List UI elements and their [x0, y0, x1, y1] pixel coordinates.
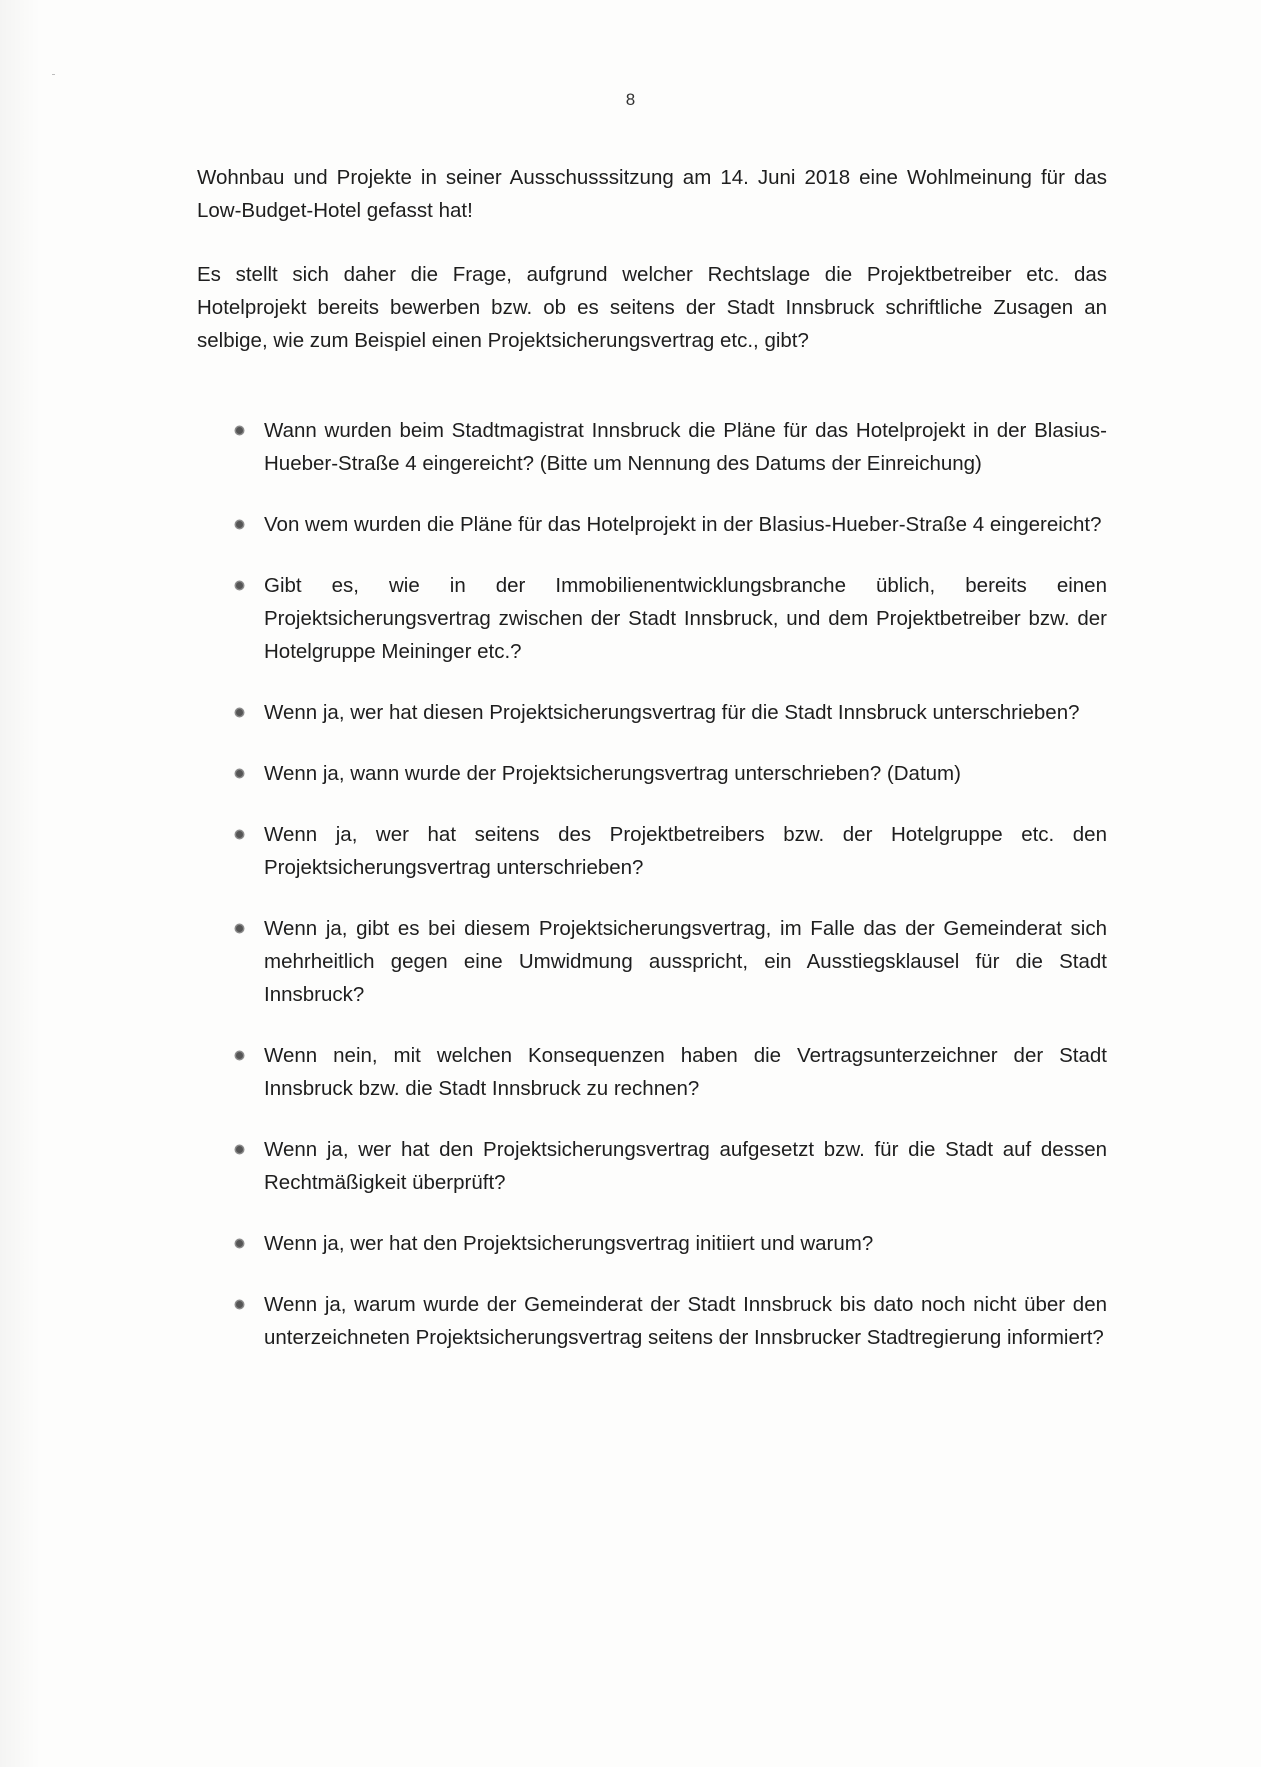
question-text: Wenn ja, warum wurde der Gemeinderat der Stadt Innsbruck bis dato noch nicht über den unterzeichneten Projektsicherungsvertrag seitens der Innsbrucker Stadtregierung informiert? — [264, 1293, 1107, 1349]
question-text: Wenn ja, wer hat diesen Projektsicherungsvertrag für die Stadt Innsbruck unterschrieben? — [264, 701, 1080, 724]
question-item — [197, 1227, 1107, 1260]
question-item — [197, 1288, 1107, 1354]
bullet-icon — [236, 831, 243, 838]
question-text: Wenn ja, wer hat den Projektsicherungsvertrag aufgesetzt bzw. für die Stadt auf dessen Rechtmäßigkeit überprüft? — [264, 1138, 1107, 1194]
question-item — [197, 912, 1107, 1011]
page-number: 8 — [625, 90, 636, 109]
intro-paragraph: Wohnbau und Projekte in seiner Ausschusssitzung am 14. Juni 2018 eine Wohlmeinung für das Low-Budget-Hotel gefasst hat! — [197, 166, 1107, 222]
document-body — [197, 161, 1107, 1382]
bullet-icon — [236, 1301, 243, 1308]
bullet-icon — [236, 770, 243, 777]
question-list — [197, 414, 1107, 1354]
scan-speck — [52, 74, 55, 75]
bullet-icon — [236, 925, 243, 932]
question-item — [197, 696, 1107, 729]
bullet-icon — [236, 521, 243, 528]
question-text: Wenn ja, wer hat seitens des Projektbetreibers bzw. der Hotelgruppe etc. den Projektsicherungsvertrag unterschrieben? — [264, 823, 1107, 879]
question-text: Wenn ja, wann wurde der Projektsicherungsvertrag unterschrieben? (Datum) — [264, 762, 961, 785]
bullet-icon — [236, 1146, 243, 1153]
bullet-icon — [236, 709, 243, 716]
question-item — [197, 818, 1107, 884]
question-item — [197, 569, 1107, 668]
question-context-paragraph: Es stellt sich daher die Frage, aufgrund welcher Rechtslage die Projektbetreiber etc. das Hotelprojekt bereits bewerben bzw. ob es seitens der Stadt Innsbruck schriftliche Zusagen an selbige, wie zum Beispiel einen Projektsicherungsvertrag etc., gibt? — [197, 263, 1107, 352]
bullet-icon — [236, 1052, 243, 1059]
question-text: Wann wurden beim Stadtmagistrat Innsbruck die Pläne für das Hotelprojekt in der Blasius-Hueber-Straße 4 eingereicht? (Bitte um Nennung des Datums der Einreichung) — [264, 419, 1107, 475]
question-text: Von wem wurden die Pläne für das Hotelprojekt in der Blasius-Hueber-Straße 4 eingereicht? — [264, 513, 1102, 536]
question-item — [197, 757, 1107, 790]
bullet-icon — [236, 582, 243, 589]
question-item — [197, 508, 1107, 541]
bullet-icon — [236, 427, 243, 434]
question-text: Gibt es, wie in der Immobilienentwicklungsbranche üblich, bereits einen Projektsicherungsvertrag zwischen der Stadt Innsbruck, und dem Projektbetreiber bzw. der Hotelgruppe Meininger etc.? — [264, 574, 1107, 663]
question-text: Wenn ja, wer hat den Projektsicherungsvertrag initiiert und warum? — [264, 1232, 874, 1255]
scan-shadow — [0, 0, 40, 1767]
question-item — [197, 414, 1107, 480]
question-item — [197, 1039, 1107, 1105]
question-text: Wenn ja, gibt es bei diesem Projektsicherungsvertrag, im Falle das der Gemeinderat sich mehrheitlich gegen eine Umwidmung ausspricht, ein Ausstiegsklausel für die Stadt Innsbruck? — [264, 917, 1107, 1006]
question-item — [197, 1133, 1107, 1199]
bullet-icon — [236, 1240, 243, 1247]
question-text: Wenn nein, mit welchen Konsequenzen haben die Vertragsunterzeichner der Stadt Innsbruck bzw. die Stadt Innsbruck zu rechnen? — [264, 1044, 1107, 1100]
